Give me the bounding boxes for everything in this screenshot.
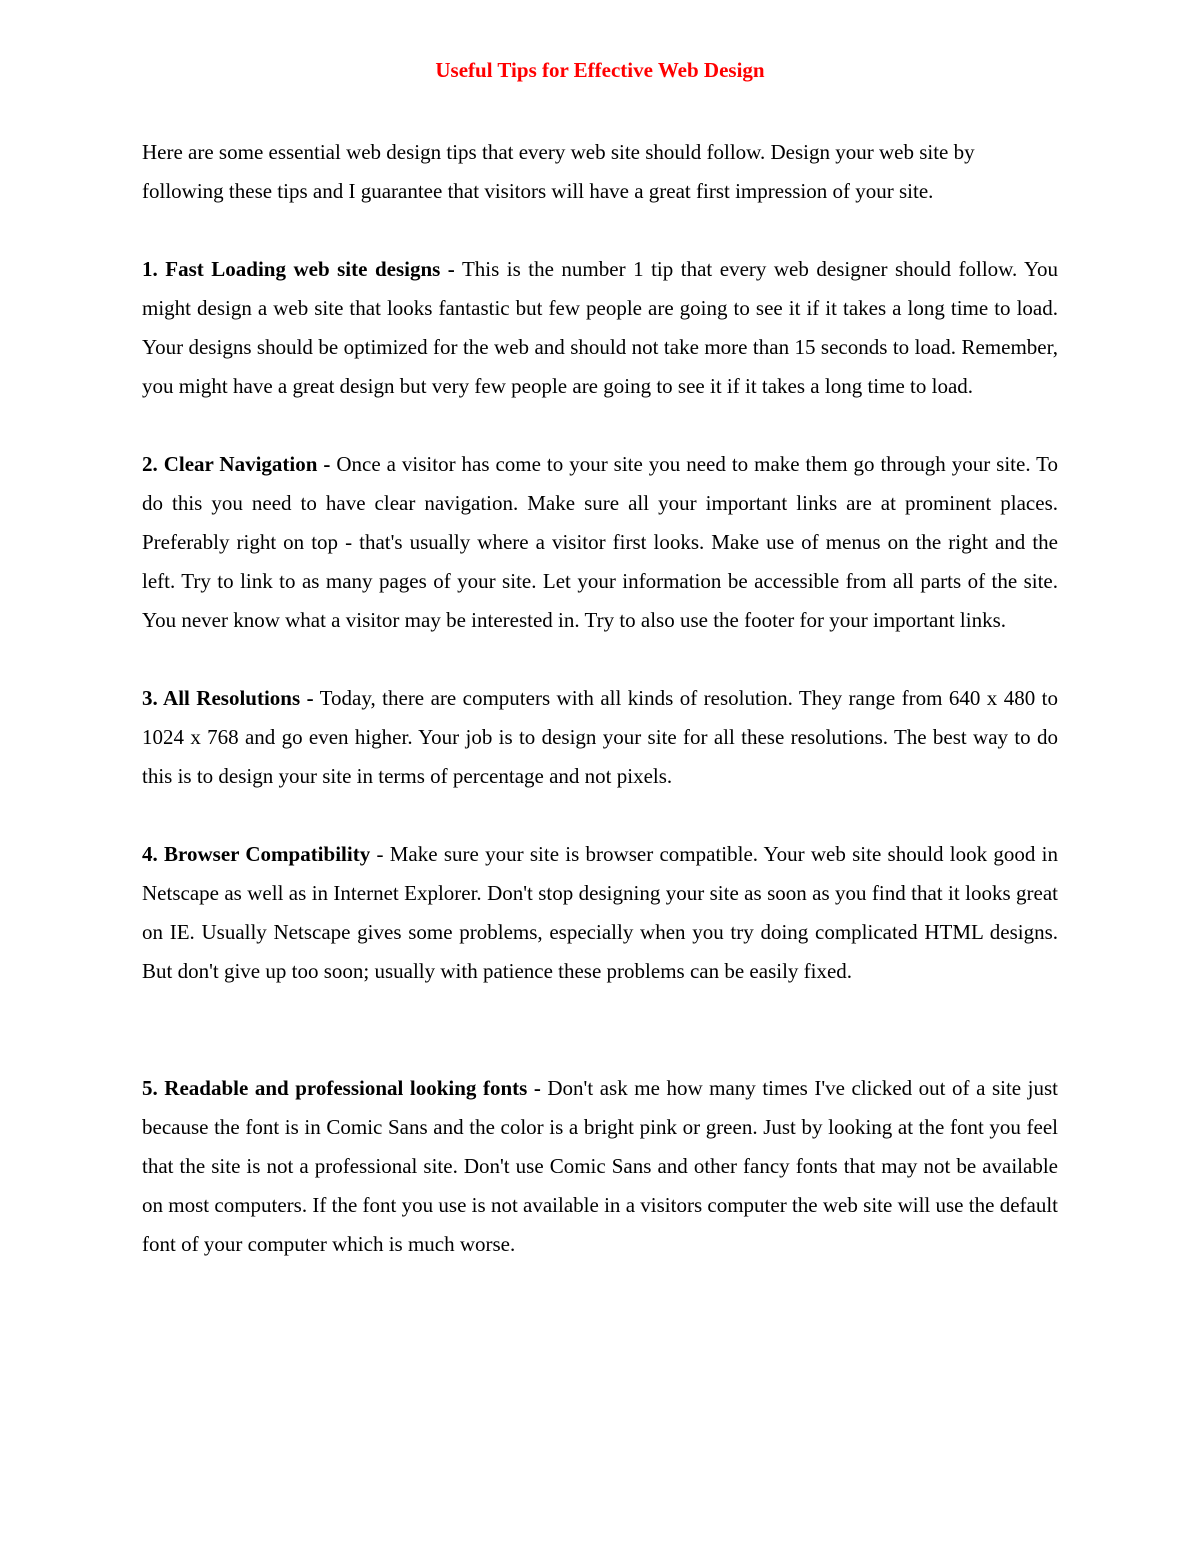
tip-5-paragraph [142,1069,1058,1264]
tip-5-title: Readable and professional looking fonts - [164,1076,541,1100]
tip-4-heading [142,842,370,866]
tip-2-title: Clear Navigation - [163,452,331,476]
intro-paragraph: Here are some essential web design tips that every web site should follow. Design your web site by following these tips and I guarantee that visitors will have a great first impression of your site. [142,140,975,203]
tip-2-paragraph [142,445,1058,640]
tip-3-body: Today, there are computers with all kinds of resolution. They range from 640 x 480 to 1024 x 768 and go even higher. Your job is to design your site for all these resolutions. The best way to do this is to design your site in terms of percentage and not pixels. [142,686,1058,788]
tip-5-heading [142,1076,541,1100]
document-page [142,55,1058,1264]
tip-4-title: Browser Compatibility [164,842,371,866]
tip-3-title: All Resolutions - [163,686,314,710]
tip-1-title: Fast Loading web site designs - [165,257,455,281]
tip-4-paragraph [142,835,1058,991]
tip-1-number: 1. [142,257,158,281]
tip-2-number: 2. [142,452,158,476]
tip-4-number: 4. [142,842,158,866]
tip-3-paragraph [142,679,1058,796]
tip-2-heading [142,452,330,476]
document-title: Useful Tips for Effective Web Design [435,58,765,82]
tip-1-heading [142,257,455,281]
tip-5-number: 5. [142,1076,158,1100]
tip-1-body: This is the number 1 tip that every web designer should follow. You might design a web site that looks fantastic but few people are going to see it if it takes a long time to load. Your designs should be optimized for the web and should not take more than 15 seconds to load. Remember, you might have a great design but very few people are going to see it if it takes a long time to load. [142,257,1059,398]
tip-5-body: Don't ask me how many times I've clicked out of a site just because the font is in Comic Sans and the color is a bright pink or green. Just by looking at the font you feel that the site is not a professional site. Don't use Comic Sans and other fancy fonts that may not be available on most computers. If the font you use is not available in a visitors computer the web site will use the default font of your computer which is much worse. [142,1076,1058,1256]
tip-3-heading [142,686,314,710]
tip-2-body: Once a visitor has come to your site you need to make them go through your site. To do this you need to have clear navigation. Make sure all your important links are at prominent places. Preferably right on top - that's usually where a visitor first looks. Make use of menus on the right and the left. Try to link to as many pages of your site. Let your information be accessible from all parts of the site. You never know what a visitor may be interested in. Try to also use the footer for your important links. [142,452,1059,632]
tip-3-number: 3. [142,686,158,710]
tip-1-paragraph [142,250,1058,406]
tip-4-body: - Make sure your site is browser compatible. Your web site should look good in Netscape as well as in Internet Explorer. Don't stop designing your site as soon as you find that it looks great on IE. Usually Netscape gives some problems, especially when you try doing complicated HTML designs. But don't give up too soon; usually with patience these problems can be easily fixed. [142,842,1059,983]
